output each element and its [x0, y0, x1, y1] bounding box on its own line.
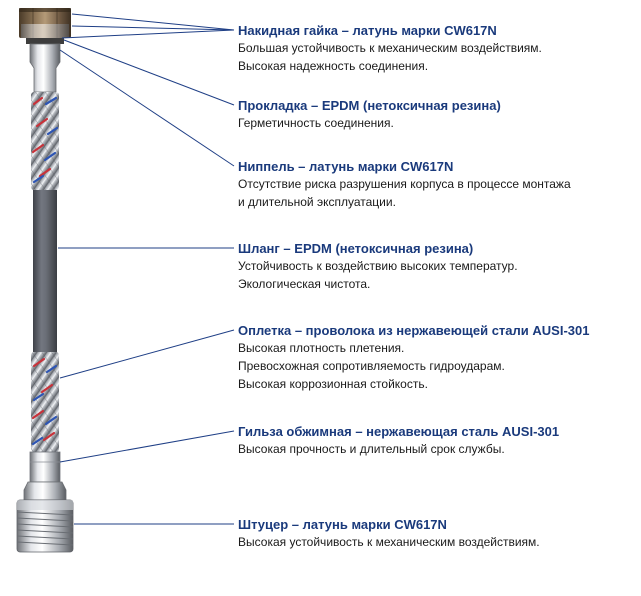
callout-line: Устойчивость к воздействию высоких температур. [238, 259, 518, 273]
crimp-sleeve [30, 452, 60, 482]
callout-line: Герметичность соединения. [238, 116, 394, 130]
leader-braid [60, 330, 234, 378]
callout-line: Превосхожная сопротивляемость гидроударам. [238, 359, 505, 373]
callout-line: Высокая плотность плетения. [238, 341, 405, 355]
hose-assembly [17, 8, 73, 552]
callout-title: Шланг – EPDM (нетоксичная резина) [238, 241, 474, 256]
leader-lines [58, 14, 234, 524]
callout-line: Высокая коррозионная стойкость. [238, 377, 428, 391]
callout-line: Большая устойчивость к механическим воздействиям. [238, 41, 542, 55]
callout-line: и длительной эксплуатации. [238, 195, 396, 209]
callout-gasket [238, 97, 638, 132]
hose-tube [33, 190, 57, 352]
callout-title: Накидная гайка – латунь марки CW617N [238, 23, 497, 38]
callout-line: Высокая прочность и длительный срок службы. [238, 442, 505, 456]
callout-braid [238, 322, 638, 393]
leader-nipple [60, 50, 234, 166]
callout-nipple [238, 158, 638, 211]
callout-line: Экологическая чистота. [238, 277, 371, 291]
callout-union-nut [238, 22, 638, 75]
callout-title: Штуцер – латунь марки CW617N [238, 517, 447, 532]
callout-line: Отсутствие риска разрушения корпуса в процессе монтажа [238, 177, 571, 191]
callout-crimp-sleeve [238, 423, 638, 458]
callout-title: Гильза обжимная – нержавеющая сталь AUSI-301 [238, 424, 560, 439]
leader-gasket [64, 40, 234, 105]
callout-title: Ниппель – латунь марки CW617N [238, 159, 454, 174]
callout-line: Высокая надежность соединения. [238, 59, 429, 73]
callout-line: Высокая устойчивость к механическим воздействиям. [238, 535, 540, 549]
callout-title: Оплетка – проволока из нержавеющей стали AUSI-301 [238, 323, 590, 338]
fitting-body [24, 482, 66, 500]
nipple [30, 44, 60, 92]
callout-hose [238, 240, 638, 293]
leader-union-nut-3 [62, 30, 234, 38]
leader-crimp-sleeve [60, 431, 234, 462]
callout-fitting [238, 516, 638, 551]
gasket [26, 38, 64, 44]
callout-title: Прокладка – EPDM (нетоксичная резина) [238, 98, 501, 113]
